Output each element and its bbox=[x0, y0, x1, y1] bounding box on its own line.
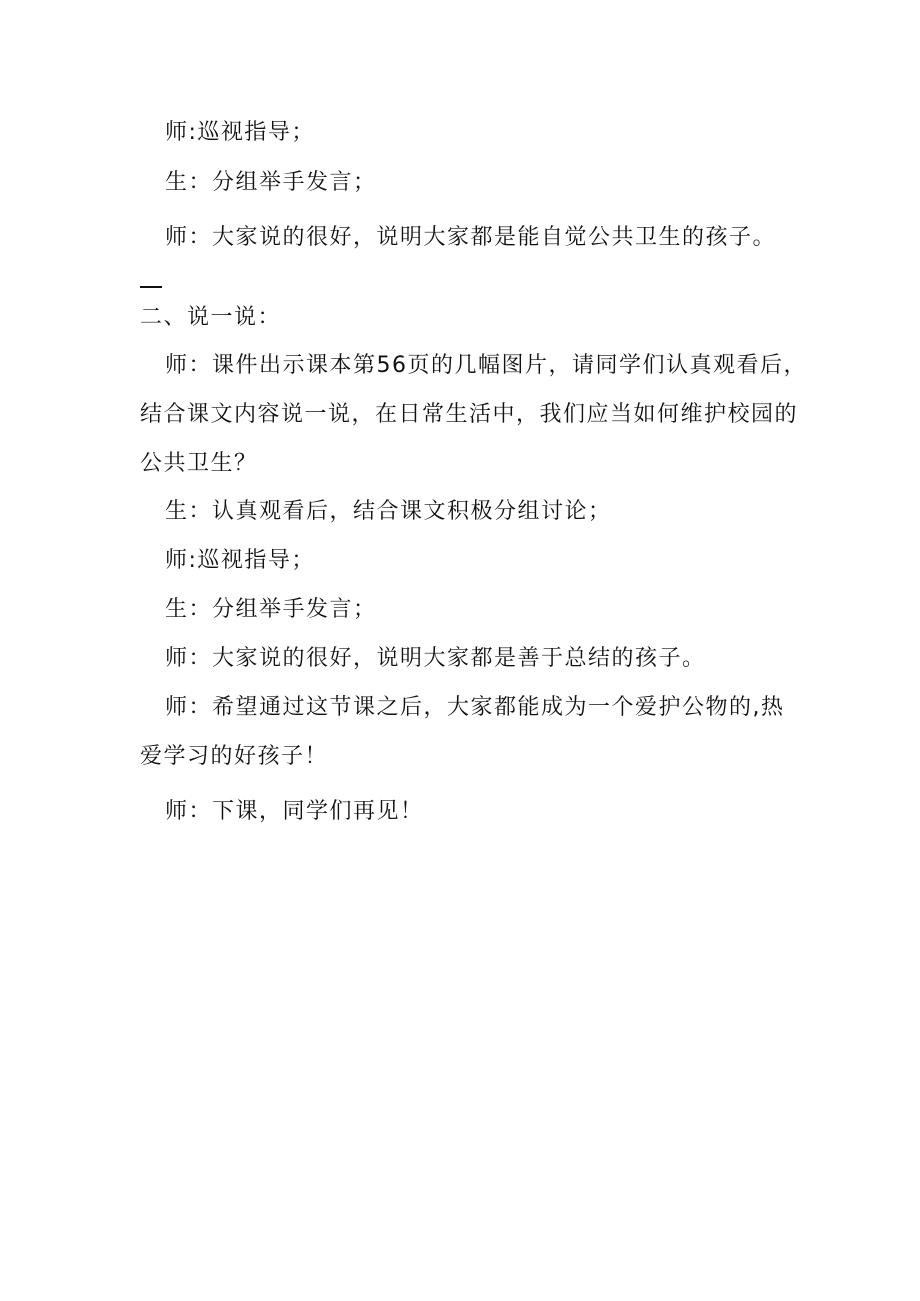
paragraph-courseware-line-1: 师：课件出示课本第56页的几幅图片，请同学们认真观看后， bbox=[165, 353, 807, 378]
paragraph-teacher-hope-line-1: 师：希望通过这节课之后，大家都能成为一个爱护公物的,热 bbox=[165, 695, 785, 720]
paragraph-teacher-hope-line-2: 爱学习的好孩子！ bbox=[140, 744, 329, 769]
paragraph-teacher-praise-2: 师：大家说的很好，说明大家都是善于总结的孩子。 bbox=[165, 646, 706, 671]
paragraph-student-speak-2: 生：分组举手发言； bbox=[165, 597, 377, 622]
paragraph-teacher-patrol-2: 师:巡视指导； bbox=[165, 548, 315, 573]
paragraph-teacher-praise-1: 师：大家说的很好，说明大家都是能自觉公共卫生的孩子。 bbox=[165, 225, 777, 250]
section-heading: 二、说一说： bbox=[140, 305, 282, 330]
paragraph-teacher-patrol-1: 师:巡视指导； bbox=[165, 120, 315, 145]
paragraph-student-discuss: 生：认真观看后，结合课文积极分组讨论； bbox=[165, 499, 612, 524]
paragraph-courseware-line-3: 公共卫生？ bbox=[140, 451, 258, 476]
section-divider bbox=[140, 286, 162, 288]
paragraph-student-speak-1: 生：分组举手发言； bbox=[165, 170, 377, 195]
paragraph-teacher-goodbye: 师：下课，同学们再见！ bbox=[165, 799, 424, 824]
paragraph-courseware-line-2: 结合课文内容说一说，在日常生活中，我们应当如何维护校园的 bbox=[140, 402, 799, 427]
